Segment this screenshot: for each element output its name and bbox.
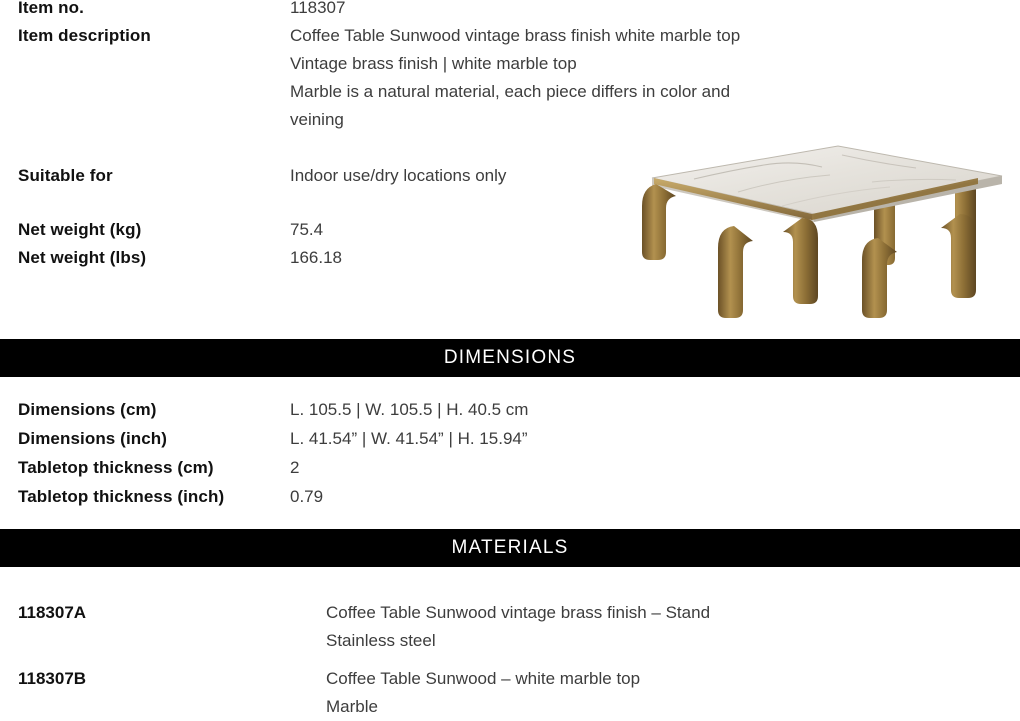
materials-list — [0, 599, 1020, 721]
spec-label-item-description: Item description — [18, 26, 151, 45]
spec-label-dimensions-cm: Dimensions (cm) — [18, 400, 157, 419]
spec-row-tabletop-thickness-cm — [18, 453, 1002, 482]
spacer — [0, 567, 1020, 599]
product-image — [642, 122, 1012, 337]
coffee-table-illustration — [642, 122, 1012, 337]
spec-row-dimensions-inch — [18, 424, 1002, 453]
dimensions-banner: DIMENSIONS — [0, 339, 1020, 377]
spec-value-line: Vintage brass finish | white marble top — [290, 54, 577, 73]
spec-value-line: veining — [290, 110, 344, 129]
spec-value-line: 2 — [290, 458, 300, 477]
spec-row-item-no — [18, 0, 1002, 22]
spec-value-dimensions-cm — [290, 395, 1002, 424]
spec-label-net-weight-kg: Net weight (kg) — [18, 220, 142, 239]
materials-row — [18, 665, 1002, 721]
spec-value-tabletop-thickness-cm — [290, 453, 1002, 482]
spec-label-item-no: Item no. — [18, 0, 84, 17]
spec-value-tabletop-thickness-inch — [290, 482, 1002, 511]
spec-value-line: Coffee Table Sunwood vintage brass finish white marble top — [290, 26, 741, 45]
spacer — [18, 655, 1002, 665]
spec-value-line: Indoor use/dry locations only — [290, 166, 507, 185]
spec-value-line: 0.79 — [290, 487, 324, 506]
spacer — [0, 511, 1020, 529]
material-description — [326, 665, 1002, 721]
materials-row — [18, 599, 1002, 655]
materials-banner: MATERIALS — [0, 529, 1020, 567]
dimensions-spec-list — [0, 395, 1020, 511]
product-overview-section — [0, 0, 1020, 339]
material-description — [326, 599, 1002, 655]
spec-value-line: 75.4 — [290, 220, 324, 239]
spec-label-dimensions-inch: Dimensions (inch) — [18, 429, 168, 448]
spec-value-line: 166.18 — [290, 248, 342, 267]
spec-value-item-no — [290, 0, 1002, 22]
spec-label-suitable-for: Suitable for — [18, 166, 113, 185]
spec-label-tabletop-thickness-inch: Tabletop thickness (inch) — [18, 487, 225, 506]
spec-row-dimensions-cm — [18, 395, 1002, 424]
material-description-line: Marble — [326, 697, 378, 716]
spec-label-net-weight-lbs: Net weight (lbs) — [18, 248, 147, 267]
spec-row-item-description — [18, 22, 1002, 134]
material-code: 118307B — [18, 669, 87, 688]
spec-value-item-description — [290, 22, 1002, 134]
spec-value-line: L. 41.54” | W. 41.54” | H. 15.94” — [290, 429, 528, 448]
spec-value-dimensions-inch — [290, 424, 1002, 453]
material-description-line: Stainless steel — [326, 631, 436, 650]
spec-label-tabletop-thickness-cm: Tabletop thickness (cm) — [18, 458, 214, 477]
material-code: 118307A — [18, 603, 87, 622]
material-description-line: Coffee Table Sunwood vintage brass finish – Stand — [326, 603, 711, 622]
spec-row-tabletop-thickness-inch — [18, 482, 1002, 511]
spec-value-line: L. 105.5 | W. 105.5 | H. 40.5 cm — [290, 400, 529, 419]
material-description-line: Coffee Table Sunwood – white marble top — [326, 669, 641, 688]
spec-value-line: 118307 — [290, 0, 346, 17]
spacer — [0, 377, 1020, 395]
spec-value-line: Marble is a natural material, each piece differs in color and — [290, 82, 731, 101]
